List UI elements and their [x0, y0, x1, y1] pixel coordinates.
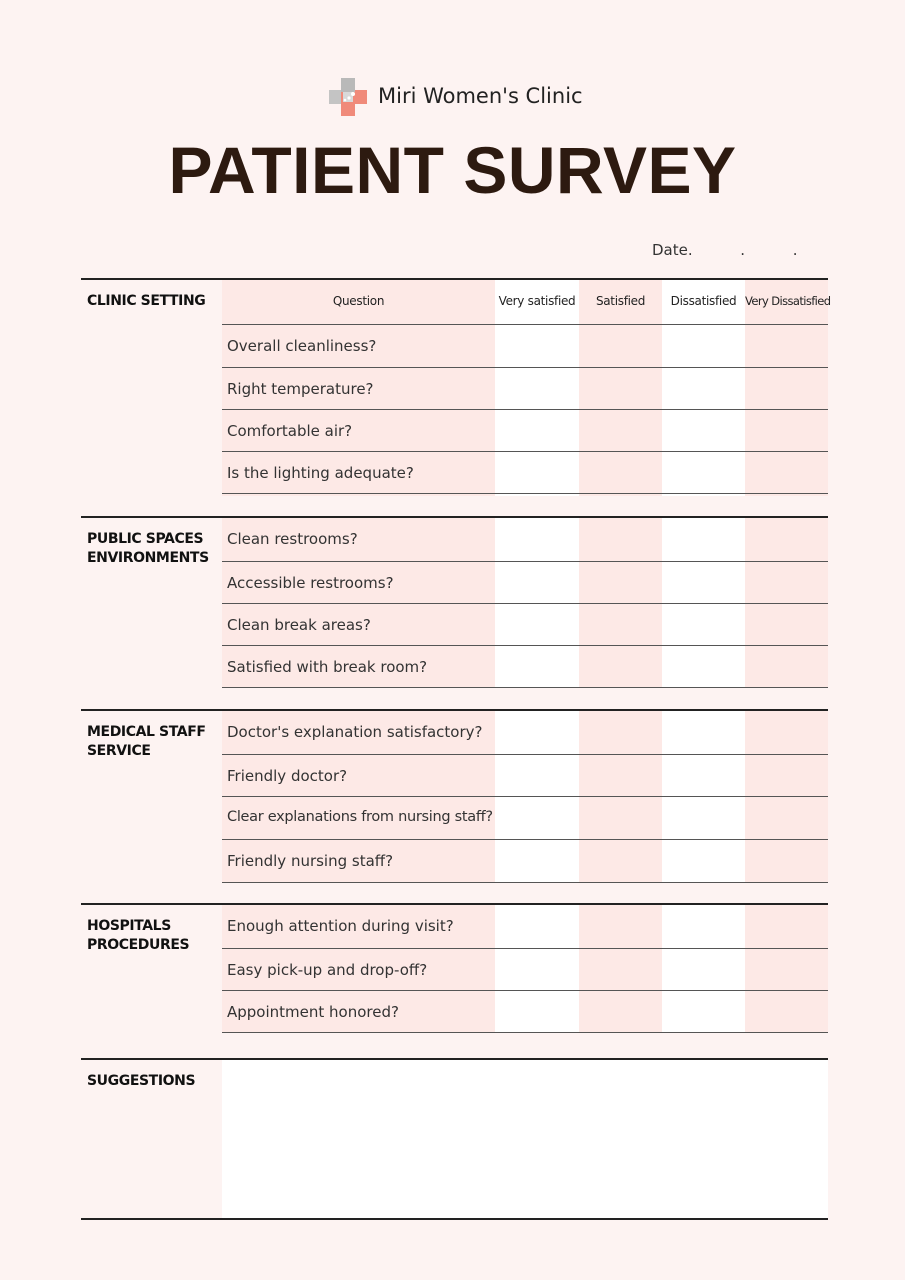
table-row[interactable] — [222, 325, 828, 368]
table-row[interactable] — [222, 368, 828, 410]
section-medical-staff — [81, 709, 828, 885]
question-text: Friendly nursing staff? — [227, 852, 394, 870]
table-row[interactable] — [222, 755, 828, 797]
bottom-rule — [81, 1218, 828, 1220]
section-label: HOSPITALS PROCEDURES — [87, 918, 190, 953]
survey-grid — [222, 905, 828, 1033]
clinic-name: Miri Women's Clinic — [378, 84, 583, 108]
survey-grid — [222, 518, 828, 688]
table-row[interactable] — [222, 991, 828, 1033]
rating-header-dissatisfied: Dissatisfied — [670, 294, 737, 308]
question-text: Friendly doctor? — [227, 767, 348, 785]
table-row[interactable] — [222, 410, 828, 452]
rating-header-very-dissatisfied: Very Dissatisfied — [745, 294, 831, 308]
section-label: MEDICAL STAFF SERVICE — [87, 724, 206, 759]
section-label: CLINIC SETTING — [87, 293, 206, 309]
section-public-spaces — [81, 516, 828, 690]
page-title: PATIENT SURVEY — [168, 133, 737, 207]
table-row[interactable] — [222, 905, 828, 949]
table-row[interactable] — [222, 518, 828, 562]
rating-header-very-satisfied: Very satisfied — [498, 294, 576, 308]
survey-grid — [222, 711, 828, 883]
suggestions-textarea[interactable] — [222, 1060, 828, 1218]
question-text: Appointment honored? — [227, 1003, 399, 1021]
table-row[interactable] — [222, 604, 828, 646]
table-row[interactable] — [222, 711, 828, 755]
table-row[interactable] — [222, 949, 828, 991]
question-text: Clean break areas? — [227, 616, 371, 634]
rating-header-satisfied: Satisfied — [595, 294, 646, 308]
question-text: Satisfied with break room? — [227, 658, 428, 676]
question-text: Clean restrooms? — [227, 530, 358, 548]
question-text: Accessible restrooms? — [227, 574, 394, 592]
question-text: Overall cleanliness? — [227, 337, 377, 355]
date-field[interactable]: Date. . . — [652, 241, 798, 259]
question-text: Is the lighting adequate? — [227, 464, 414, 482]
table-row[interactable] — [222, 452, 828, 494]
section-suggestions — [81, 1058, 828, 1222]
table-row[interactable] — [222, 646, 828, 688]
table-row[interactable] — [222, 840, 828, 883]
section-label: SUGGESTIONS — [87, 1073, 196, 1089]
section-clinic-setting — [81, 278, 831, 496]
section-hospital-procedures — [81, 903, 828, 1035]
question-text: Clear explanations from nursing staff? — [227, 809, 493, 825]
question-text: Comfortable air? — [227, 422, 353, 440]
question-text: Easy pick-up and drop-off? — [227, 961, 428, 979]
table-header-row — [222, 280, 831, 325]
survey-grid — [222, 280, 831, 496]
question-header: Question — [332, 294, 385, 308]
question-text: Doctor's explanation satisfactory? — [227, 723, 483, 741]
question-text: Right temperature? — [227, 380, 374, 398]
table-row[interactable] — [222, 797, 828, 840]
clinic-header — [0, 76, 905, 120]
medical-cross-logo-icon — [329, 78, 367, 116]
table-row[interactable] — [222, 562, 828, 604]
section-label: PUBLIC SPACES ENVIRONMENTS — [87, 531, 209, 566]
question-text: Enough attention during visit? — [227, 917, 454, 935]
